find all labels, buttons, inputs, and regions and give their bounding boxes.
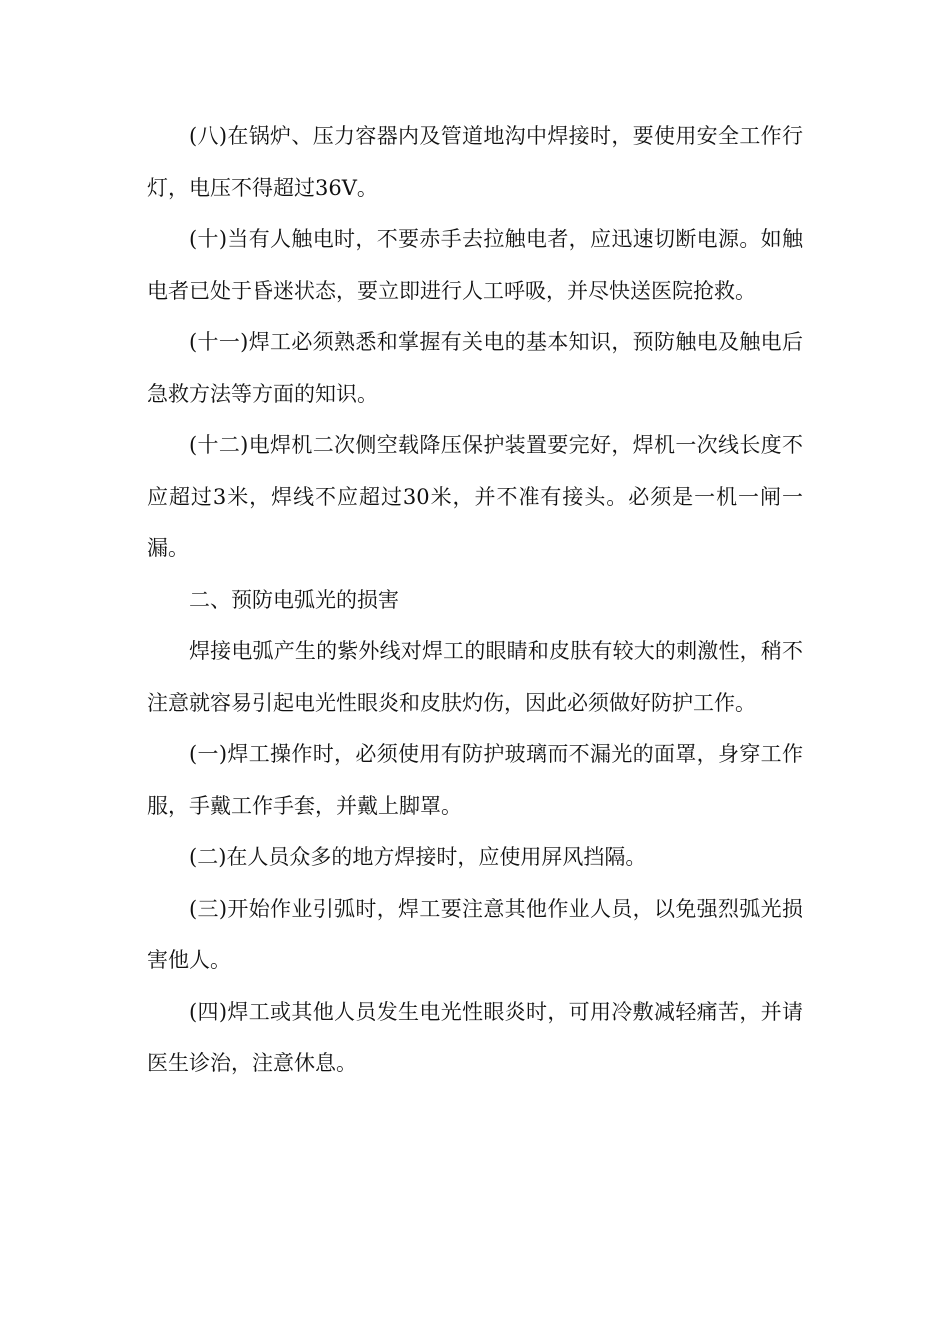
document-page (147, 111, 803, 1090)
paragraph-item-4: (四)焊工或其他人员发生电光性眼炎时，可用冷敷减轻痛苦，并请医生诊治，注意休息。 (147, 999, 803, 1075)
paragraph-item-12: (十二)电焊机二次侧空载降压保护装置要完好，焊机一次线长度不应超过3米，焊线不应超过30米，并不准有接头。必须是一机一闸一漏。 (147, 433, 803, 560)
paragraph-item-8: (八)在锅炉、压力容器内及管道地沟中焊接时，要使用安全工作行灯，电压不得超过36V。 (147, 124, 803, 200)
paragraph-item-3: (三)开始作业引弧时，焊工要注意其他作业人员，以免强烈弧光损害他人。 (147, 896, 803, 972)
section-heading-arc-light: 二、预防电弧光的损害 (189, 587, 399, 612)
paragraph-item-1: (一)焊工操作时，必须使用有防护玻璃而不漏光的面罩，身穿工作服，手戴工作手套，并戴上脚罩。 (147, 742, 803, 818)
section-intro-paragraph: 焊接电弧产生的紫外线对焊工的眼睛和皮肤有较大的刺激性，稍不注意就容易引起电光性眼炎和皮肤灼伤，因此必须做好防护工作。 (147, 639, 803, 715)
paragraph-item-2: (二)在人员众多的地方焊接时，应使用屏风挡隔。 (189, 845, 647, 869)
paragraph-item-10: (十)当有人触电时，不要赤手去拉触电者，应迅速切断电源。如触电者已处于昏迷状态，要立即进行人工呼吸，并尽快送医院抢救。 (147, 227, 803, 303)
paragraph-item-11: (十一)焊工必须熟悉和掌握有关电的基本知识，预防触电及触电后急救方法等方面的知识。 (147, 330, 803, 406)
